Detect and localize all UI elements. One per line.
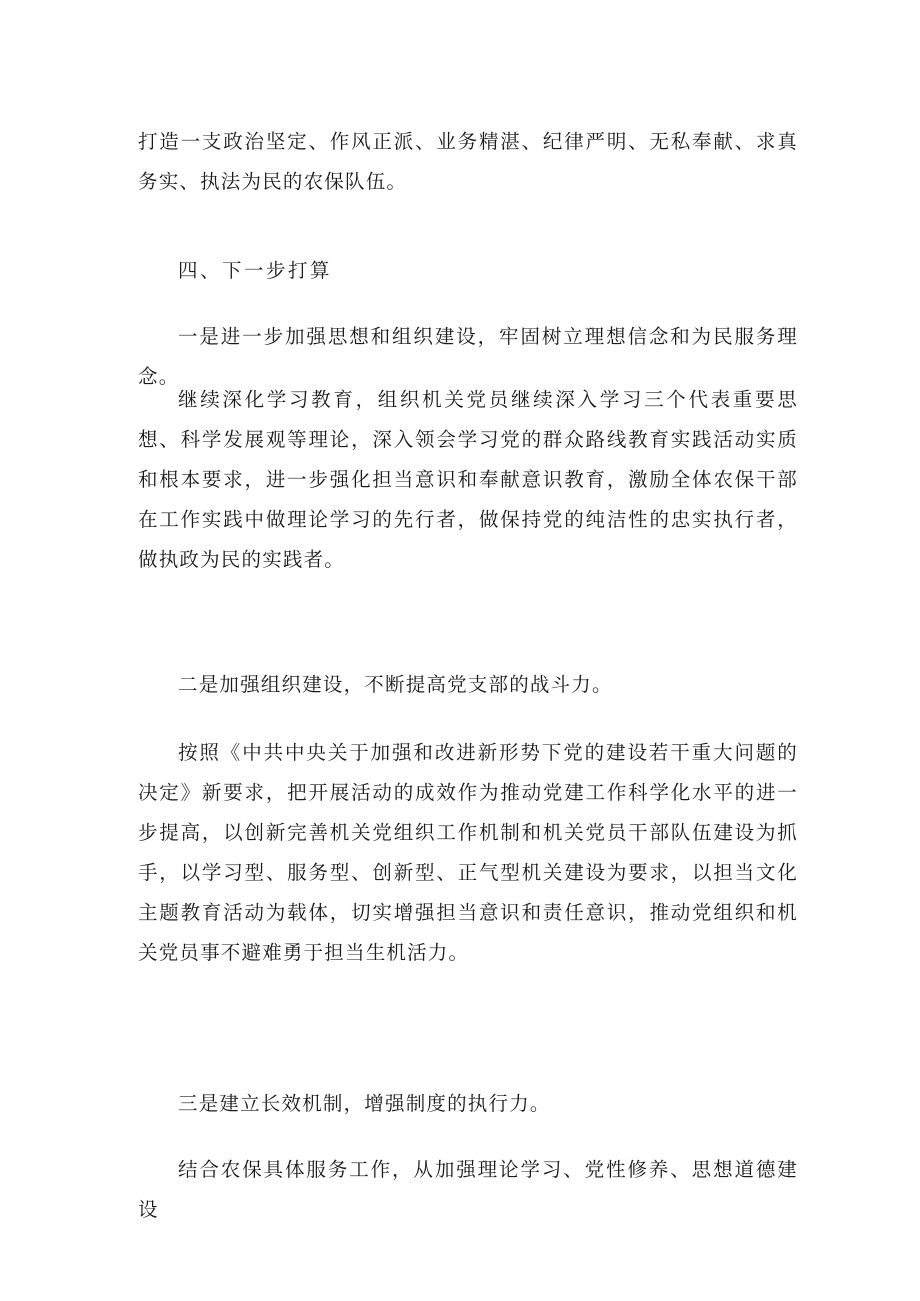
paragraph-body: 结合农保具体服务工作，从加强理论学习、党性修养、思想道德建设: [138, 1158, 798, 1221]
paragraph-point-two: 二是加强组织建设，不断提高党支部的战斗力。: [178, 673, 613, 696]
paragraph-body: 继续深化学习教育，组织机关党员继续深入学习三个代表重要思想、科学发展观等理论，深入领会学习党的群众路线教育实践活动实质和根本要求，进一步强化担当意识和奉献意识教育，激励全体农保干部在工作实践中做理论学习的先行者，做保持党的纯洁性的忠实执行者，做执政为民的实践者。: [138, 388, 798, 571]
paragraph-body: 按照《中共中央关于加强和改进新形势下党的建设若干重大问题的决定》新要求，把开展活动的成效作为推动党建工作科学化水平的进一步提高，以创新完善机关党组织工作机制和机关党员干部队伍建设为抓手，以学习型、服务型、创新型、正气型机关建设为要求，以担当文化主题教育活动为载体，切实增强担当意识和责任意识，推动党组织和机关党员事不避难勇于担当生机活力。: [138, 741, 798, 964]
section-heading: 四、下一步打算: [178, 259, 333, 282]
paragraph-point-one: 一是进一步加强思想和组织建设，牢固树立理想信念和为民服务理念。: [138, 325, 798, 388]
paragraph-continuation: 打造一支政治坚定、作风正派、业务精湛、纪律严明、无私奉献、求真务实、执法为民的农保队伍。: [138, 130, 798, 193]
paragraph-point-three: 三是建立长效机制，增强制度的执行力。: [178, 1092, 551, 1115]
